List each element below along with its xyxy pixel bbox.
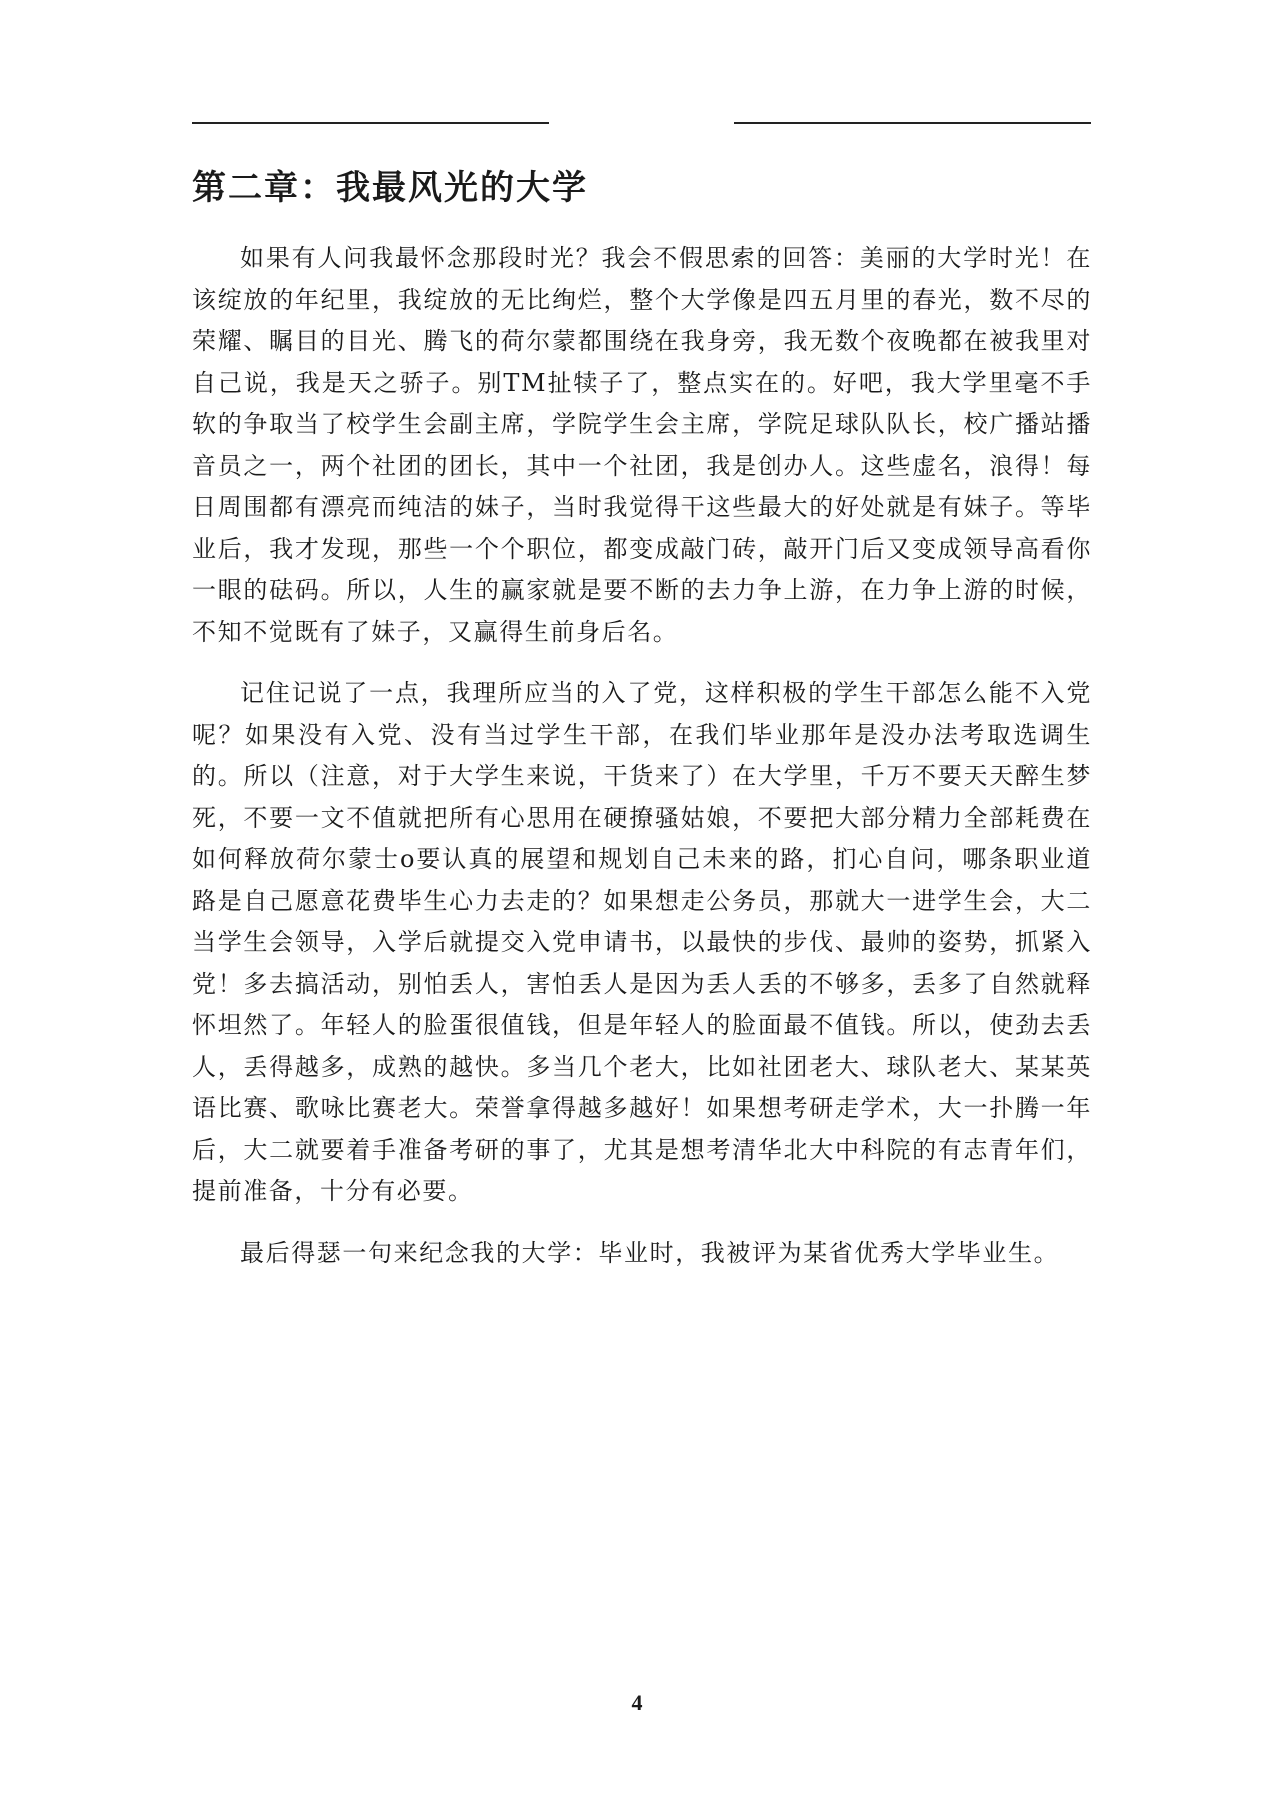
header-rule-left — [192, 122, 549, 124]
paragraph-1: 如果有人问我最怀念那段时光？我会不假思索的回答：美丽的大学时光！在该绽放的年纪里，我绽放的无比绚烂，整个大学像是四五月里的春光，数不尽的荣耀、瞩目的目光、腾飞的荷尔蒙都围绕在我身旁，我无数个夜晚都在被我里对自己说，我是天之骄子。别TM扯犊子了，整点实在的。好吧，我大学里毫不手软的争取当了校学生会副主席，学院学生会主席，学院足球队队长，校广播站播音员之一，两个社团的团长，其中一个社团，我是创办人。这些虚名，浪得！每日周围都有漂亮而纯洁的妹子，当时我觉得干这些最大的好处就是有妹子。等毕业后，我才发现，那些一个个职位，都变成敲门砖，敲开门后又变成领导高看你一眼的砝码。所以，人生的赢家就是要不断的去力争上游，在力争上游的时候，不知不觉既有了妹子，又赢得生前身后名。 — [192, 244, 1092, 646]
header-rule-right — [734, 122, 1091, 124]
body-text — [192, 238, 1092, 1294]
page-number: 4 — [631, 1690, 643, 1715]
chapter-title: 第二章：我最风光的大学 — [192, 168, 588, 208]
paragraph-3: 最后得瑟一句来纪念我的大学：毕业时，我被评为某省优秀大学毕业生。 — [240, 1238, 1060, 1267]
paragraph-2: 记住记说了一点，我理所应当的入了党，这样积极的学生干部怎么能不入党呢？如果没有入党、没有当过学生干部，在我们毕业那年是没办法考取选调生的。所以（注意，对于大学生来说，干货来了）在大学里，千万不要天天醉生梦死，不要一文不值就把所有心思用在硬撩骚姑娘，不要把大部分精力全部耗费在如何释放荷尔蒙士o要认真的展望和规划自己未来的路，扪心自问，哪条职业道路是自己愿意花费毕生心力去走的？如果想走公务员，那就大一进学生会，大二当学生会领导，入学后就提交入党申请书，以最快的步伐、最帅的姿势，抓紧入党！多去搞活动，别怕丢人，害怕丢人是因为丢人丢的不够多，丢多了自然就释怀坦然了。年轻人的脸蛋很值钱，但是年轻人的脸面最不值钱。所以，使劲去丢人，丢得越多，成熟的越快。多当几个老大，比如社团老大、球队老大、某某英语比赛、歌咏比赛老大。荣誉拿得越多越好！如果想考研走学术，大一扑腾一年后，大二就要着手准备考研的事了，尤其是想考清华北大中科院的有志青年们，提前准备，十分有必要。 — [192, 679, 1092, 1205]
